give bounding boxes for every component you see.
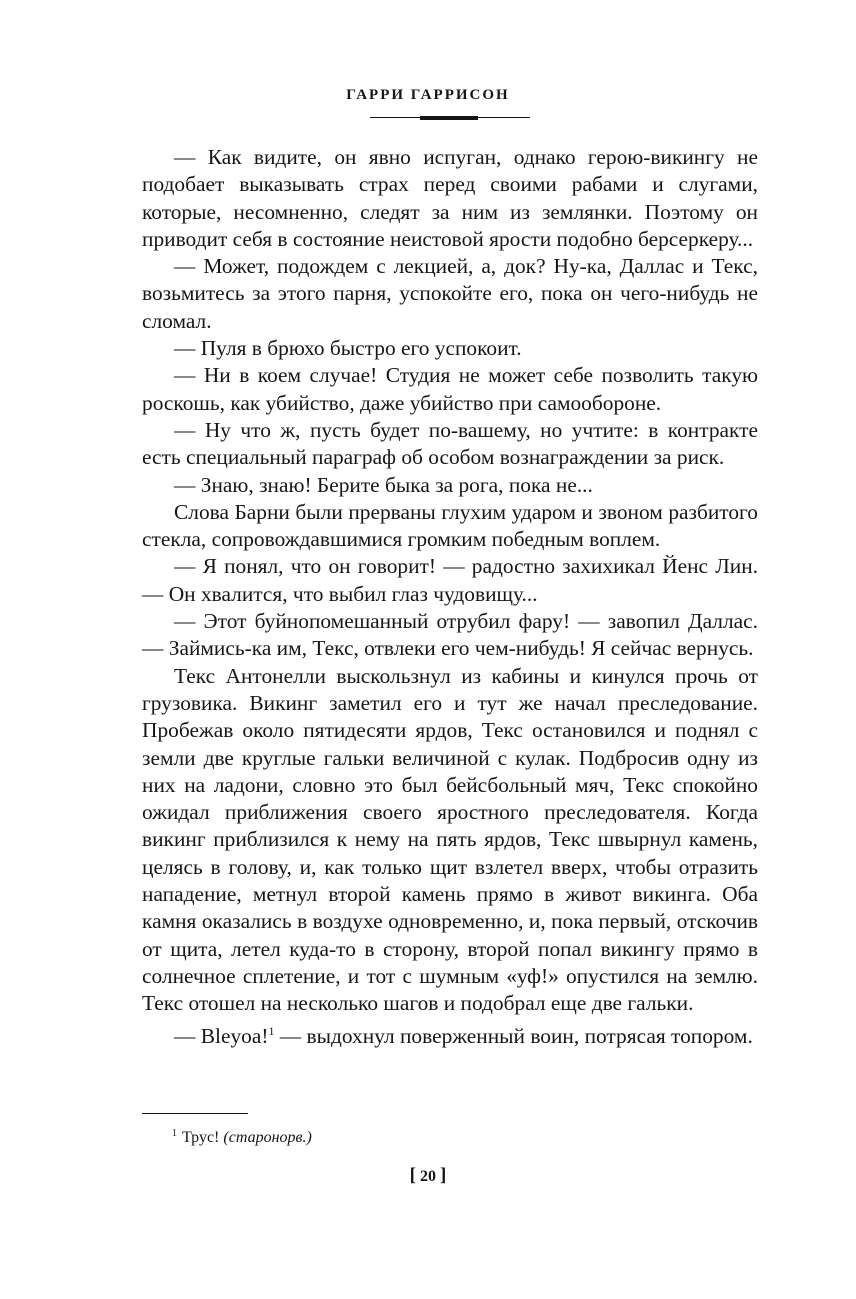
footnote-divider [142,1113,248,1114]
paragraph: — Как видите, он явно испуган, однако герою-викингу не подобает выказывать страх перед своими рабами и слугами, которые, несомненно, следят за ним из землянки. Поэтому он приводит себя в состояние неистовой ярости подобно берсеркеру... [142,145,758,251]
paragraph: — Пуля в брюхо быстро его успокоит. [174,336,522,361]
footnote-text: Трус! [182,1129,224,1146]
paragraph-last [142,1018,758,1050]
body-text [142,144,758,1050]
page-number [0,1165,856,1187]
header-rule-ornament [420,116,478,120]
paragraph: — Ни в коем случае! Студия не может себе позволить такую роскошь, как убийство, даже убийство при самообороне. [142,363,758,415]
footnote-marker: 1 [172,1128,177,1139]
footnote-note: (старонорв.) [223,1129,312,1146]
paragraph: — Ну что ж, пусть будет по-вашему, но учтите: в контракте есть специальный параграф об особом вознаграждении за риск. [142,417,758,470]
paragraph: — Может, подождем с лекцией, а, док? Ну-ка, Даллас и Текс, возьмитесь за этого парня, успокойте его, пока он чего-нибудь не сломал. [142,254,758,333]
paragraph: — Знаю, знаю! Берите быка за рога, пока не... [174,472,593,497]
footnote-ref: 1 [268,1023,275,1038]
exclamation: — Bleyoa! [174,1023,269,1048]
footnote [172,1124,312,1148]
page-number-value: 20 [420,1168,436,1185]
paragraph-rest: — выдохнул поверженный воин, потрясая топором. [274,1023,753,1048]
running-header [0,86,856,104]
paragraph: Текс Антонелли выскользнул из кабины и кинулся прочь от грузовика. Викинг заметил его и тут же начал преследование. Пробежав около пятидесяти ярдов, Текс остановился и поднял с земли две круглые гальки величиной с кулак. Подбросив одну из них на ладони, словно это был бейсбольный мяч, Текс спокойно ожидал приближения своего яростного преследователя. Когда викинг приблизился к нему на пять ярдов, Текс швырнул камень, целясь в голову, и, как только щит взлетел вверх, чтобы отразить нападение, метнул второй камень прямо в живот викинга. Оба камня оказались в воздухе одновременно, и, пока первый, отскочив от щита, летел куда-то в сторону, второй попал викингу прямо в солнечное сплетение, и тот с шумным «уф!» опустился на землю. Текс отошел на несколько шагов и подобрал еще две гальки. [142,663,758,1016]
page-bracket-right: ] [440,1165,447,1186]
paragraph: — Я понял, что он говорит! — радостно захихикал Йенс Лин. — Он хвалится, что выбил глаз чудовищу... [142,554,758,606]
paragraph: — Этот буйнопомешанный отрубил фару! — завопил Даллас. — Займись-ка им, Текс, отвлеки его чем-нибудь! Я сейчас вернусь. [142,609,758,661]
page-bracket-left: [ [409,1165,416,1186]
header-title: ГАРРИ ГАРРИСОН [346,87,510,103]
paragraph: Слова Барни были прерваны глухим ударом и звоном разбитого стекла, сопровождавшимися громким победным воплем. [142,499,758,552]
